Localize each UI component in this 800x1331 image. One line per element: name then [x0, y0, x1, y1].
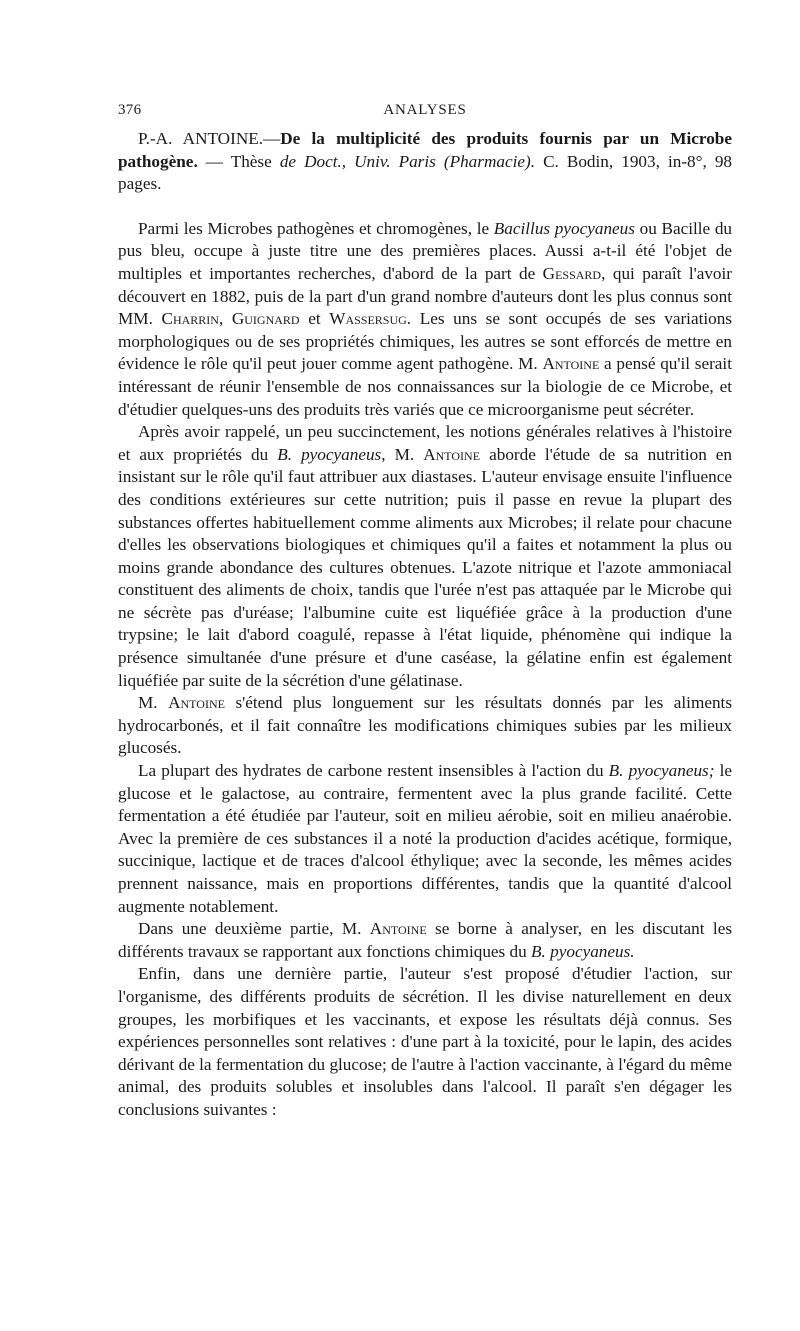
paragraph-1	[118, 218, 732, 421]
citation-publisher: C. Bodin, 1903, in-8°, 98 pages.	[118, 151, 733, 194]
p2-text-e: aborde l'étude de sa nutrition en insistant sur le rôle qu'il faut attribuer aux diastases. L'auteur envisage ensuite l'influence des conditions extérieures sur cette nutrition; puis il passe en revue la plupart des substances offertes habituellement comme aliments aux Microbes; il relate pour chacune d'elles les observations biologiques et chimiques qu'il a faites et notamment la plus ou moins grande abondance des cultures obtenues. L'azote nitrique et l'azote ammoniacal constituent des aliments de choix, tandis que l'urée n'est pas attaquée par le Microbe qui ne sécrète pas d'uréase; l'albumine cuite est liquéfiée grâce à la production d'une trypsine; le lait d'abord coagulé, repasse à l'état liquide, phénomène qui indique la présence simultanée d'une présure et d'une caséase, la gélatine enfin est également liquéfiée par suite de la sécrétion d'une gélatinase.	[118, 444, 733, 690]
paragraph-6	[118, 963, 732, 1121]
p5-text-a: Dans une deuxième partie, M.	[138, 919, 362, 939]
p3-name-antoine: Antoine	[168, 693, 225, 713]
p2-name-antoine: Antoine	[423, 444, 481, 464]
p5-text-c: se borne à analyser, en les discutant les différents travaux se rapportant aux fonctions chimiques du	[118, 919, 733, 961]
p1-text-a: Parmi les Microbes pathogènes et chromogènes, le	[138, 218, 490, 238]
paragraph-3	[118, 692, 732, 760]
p6-text-a: Enfin, dans une dernière partie, l'auteur s'est proposé d'étudier l'action, sur l'organisme, des différents produits de sécrétion. Il les divise naturellement en deux groupes, les morbifiques et les vaccinants, et expose les résultats déjà connus. Ses expériences personnelles sont relatives : d'une part à la toxicité, pour le lapin, des acides dérivant de la fermentation du glucose; de l'autre à l'action vaccinante, à l'égard du même animal, des produits solubles et insolubles dans l'alcool. Il paraît s'en dégager les conclusions suivantes :	[118, 964, 732, 1119]
citation-title: De la multiplicité des produits fournis par un Microbe pathogène.	[118, 129, 732, 171]
p1-name-antoine: Antoine	[542, 354, 600, 374]
paragraph-4	[118, 760, 732, 918]
p2-text-c: M.	[394, 444, 415, 464]
p1-species: Bacillus pyocyaneus	[493, 218, 635, 238]
running-title: ANALYSES	[383, 102, 467, 118]
p3-text-c: s'étend plus longuement sur les résultats donnés par les aliments hydrocarbonés, et il fait connaître les modifications chimiques subies par les milieux glucosés.	[118, 693, 733, 758]
citation-these: — Thèse	[205, 151, 272, 171]
paragraph-5	[118, 918, 732, 963]
p4-text-c: le glucose et le galactose, au contraire, fermentent avec la plus grande facilité. Cette fermentation a été étudiée par l'auteur, soit en milieu aérobie, soit en milieu anaérobie. Avec la première de ces substances il a noté la production d'acides acétique, formique, succinique, lactique et de traces d'alcool éthylique; avec la seconde, les mêmes acides prennent naissance, mais en proportions différentes, tandis que la quantité d'alcool augmente notablement.	[118, 761, 732, 916]
citation-author: P.-A. ANTOINE.	[138, 129, 264, 148]
p1-text-e: qui paraît l'avoir découvert en 1882, puis de la part d'un grand nombre d'auteurs dont les plus connus sont MM.	[118, 263, 733, 329]
p2-species: B. pyocyaneus,	[277, 444, 386, 464]
running-header	[118, 102, 732, 126]
p3-text-a: M.	[138, 693, 158, 713]
article-body	[118, 128, 732, 1122]
citation	[118, 128, 732, 196]
p5-name-antoine: Antoine	[369, 919, 427, 939]
p2-text-a: Après avoir rappelé, un peu succinctement, les notions générales relatives à l'histoire et aux propriétés du	[118, 422, 732, 464]
citation-dash: —	[263, 129, 281, 148]
paragraph-2	[118, 421, 732, 692]
p1-name-wassersug: Wassersug.	[329, 309, 412, 329]
p4-text-a: La plupart des hydrates de carbone restent insensibles à l'action du	[138, 761, 604, 781]
p1-name-gessard: Gessard,	[542, 263, 606, 283]
p4-species: B. pyocyaneus;	[608, 761, 715, 781]
p1-text-i: Les uns se sont occupés de ses variations morphologiques ou de ses propriétés chimiques, les autres se sont efforcés de mettre en évidence le rôle qu'il peut jouer comme agent pathogène. M.	[118, 309, 732, 374]
p1-text-k: a pensé qu'il serait intéressant de réunir l'ensemble de nos connaissances sur la biologie de ce Microbe, et d'étudier quelques-uns des produits très variés que ce microorganisme peut sécréter.	[118, 354, 732, 419]
p5-species: B. pyocyaneus.	[531, 941, 635, 961]
p1-text-g: et	[308, 309, 321, 329]
p1-text-c: ou Bacille du pus bleu, occupe à juste titre une des premières places. Aussi a-t-il été l'objet de multiples et importantes recherches, d'abord de la part de	[118, 218, 733, 283]
citation-degree: de Doct., Univ. Paris (Pharmacie).	[279, 151, 536, 171]
p1-names: Charrin, Guignard	[161, 309, 300, 329]
page-number: 376	[118, 102, 142, 118]
